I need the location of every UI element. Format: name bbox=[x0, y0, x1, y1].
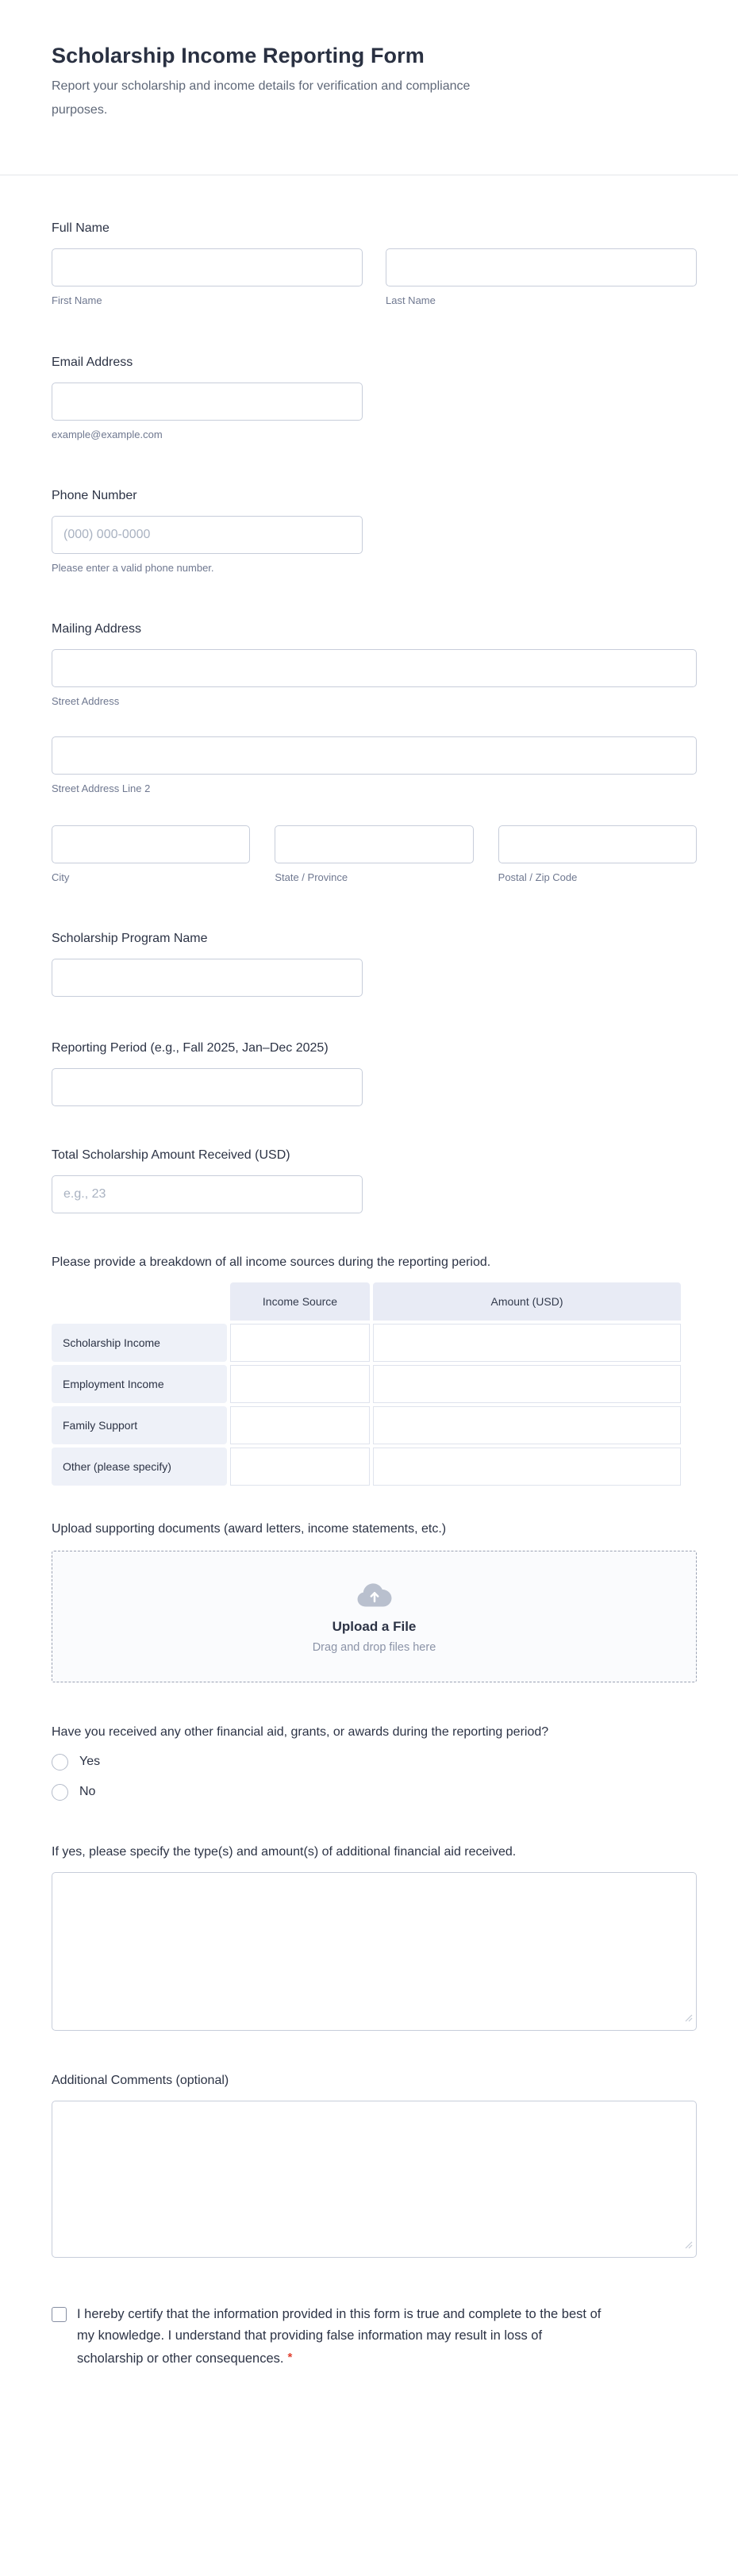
cell-other-amount bbox=[373, 1448, 681, 1486]
yes-radio-label: Yes bbox=[79, 1755, 101, 1768]
comments-textarea-wrap bbox=[52, 2101, 697, 2258]
family-amount-input[interactable] bbox=[374, 1407, 680, 1444]
first-name-group bbox=[52, 239, 363, 308]
cell-scholarship-source bbox=[230, 1324, 370, 1362]
email-label: Email Address bbox=[52, 356, 133, 369]
comments-label: Additional Comments (optional) bbox=[52, 2074, 229, 2087]
cell-other-source bbox=[230, 1448, 370, 1486]
scholarship-source-input[interactable] bbox=[231, 1325, 369, 1361]
aid-details-label: If yes, please specify the type(s) and amount(s) of additional financial aid received. bbox=[52, 1845, 517, 1859]
field-total-amount bbox=[52, 1145, 697, 1213]
aid-details-textarea[interactable] bbox=[52, 1872, 697, 2031]
upload-cloud-icon bbox=[356, 1579, 393, 1612]
certify-statement bbox=[77, 2304, 607, 2370]
scholarship-amount-input[interactable] bbox=[374, 1325, 680, 1361]
row-header-employment-income: Employment Income bbox=[52, 1365, 227, 1403]
city-input[interactable] bbox=[52, 825, 250, 863]
field-income-breakdown bbox=[52, 1252, 697, 1486]
zip-group bbox=[498, 816, 697, 885]
phone-sublabel: Please enter a valid phone number. bbox=[52, 562, 214, 574]
certification-row[interactable] bbox=[52, 2304, 697, 2370]
program-name-input[interactable] bbox=[52, 959, 363, 997]
field-aid-details bbox=[52, 1842, 697, 2031]
city-state-zip-row bbox=[52, 816, 697, 885]
field-reporting-period bbox=[52, 1038, 697, 1106]
page-title: Scholarship Income Reporting Form bbox=[52, 44, 425, 67]
file-dropzone[interactable] bbox=[52, 1551, 697, 1682]
column-header-amount: Amount (USD) bbox=[373, 1282, 681, 1321]
family-source-input[interactable] bbox=[231, 1407, 369, 1444]
cell-scholarship-amount bbox=[373, 1324, 681, 1362]
total-amount-label: Total Scholarship Amount Received (USD) bbox=[52, 1148, 290, 1162]
comments-textarea[interactable] bbox=[52, 2101, 697, 2258]
other-source-input[interactable] bbox=[231, 1448, 369, 1485]
field-upload bbox=[52, 1519, 697, 1682]
form-header bbox=[52, 41, 697, 122]
table-corner-cell bbox=[52, 1282, 227, 1321]
state-group bbox=[275, 816, 473, 885]
first-name-input[interactable] bbox=[52, 248, 363, 286]
field-full-name bbox=[52, 218, 697, 308]
field-comments bbox=[52, 2070, 697, 2258]
radio-option-yes[interactable] bbox=[52, 1752, 697, 1771]
upload-label: Upload supporting documents (award letters, income statements, etc.) bbox=[52, 1522, 447, 1536]
no-radio-label: No bbox=[79, 1785, 96, 1798]
other-amount-input[interactable] bbox=[374, 1448, 680, 1485]
street-address2-sublabel: Street Address Line 2 bbox=[52, 782, 151, 794]
income-breakdown-table bbox=[52, 1282, 681, 1486]
reporting-period-input[interactable] bbox=[52, 1068, 363, 1106]
upload-button-text: Upload a File bbox=[332, 1619, 417, 1634]
street-address2-input[interactable] bbox=[52, 736, 697, 775]
employment-amount-input[interactable] bbox=[374, 1366, 680, 1402]
field-program-name bbox=[52, 929, 697, 997]
first-name-sublabel: First Name bbox=[52, 294, 102, 306]
state-sublabel: State / Province bbox=[275, 871, 348, 883]
upload-hint-text: Drag and drop files here bbox=[312, 1641, 436, 1654]
certify-checkbox[interactable] bbox=[52, 2307, 67, 2322]
cell-employment-amount bbox=[373, 1365, 681, 1403]
total-amount-input[interactable] bbox=[52, 1175, 363, 1213]
aid-details-textarea-wrap bbox=[52, 1872, 697, 2031]
zip-input[interactable] bbox=[498, 825, 697, 863]
form-subtitle: Report your scholarship and income details for verification and compliance purposes. bbox=[52, 79, 471, 117]
row-header-other: Other (please specify) bbox=[52, 1448, 227, 1486]
last-name-input[interactable] bbox=[386, 248, 697, 286]
field-email bbox=[52, 352, 697, 442]
state-input[interactable] bbox=[275, 825, 473, 863]
last-name-sublabel: Last Name bbox=[386, 294, 436, 306]
field-mailing-address bbox=[52, 619, 697, 885]
city-group bbox=[52, 816, 250, 885]
street-address-sublabel: Street Address bbox=[52, 695, 120, 707]
full-name-inputs bbox=[52, 239, 697, 308]
column-header-income-source: Income Source bbox=[230, 1282, 370, 1321]
row-header-family-support: Family Support bbox=[52, 1406, 227, 1444]
reporting-period-label: Reporting Period (e.g., Fall 2025, Jan–Dec 2025) bbox=[52, 1041, 329, 1055]
field-phone bbox=[52, 486, 697, 575]
row-header-scholarship-income: Scholarship Income bbox=[52, 1324, 227, 1362]
cell-family-amount bbox=[373, 1406, 681, 1444]
program-name-label: Scholarship Program Name bbox=[52, 932, 208, 945]
income-breakdown-label: Please provide a breakdown of all income sources during the reporting period. bbox=[52, 1255, 491, 1269]
email-sublabel: example@example.com bbox=[52, 429, 163, 440]
cell-employment-source bbox=[230, 1365, 370, 1403]
required-asterisk: * bbox=[287, 2351, 293, 2364]
zip-sublabel: Postal / Zip Code bbox=[498, 871, 578, 883]
employment-source-input[interactable] bbox=[231, 1366, 369, 1402]
certify-statement-text: I hereby certify that the information provided in this form is true and complete to the best of my knowledge. I understand that providing false information may result in loss of scholarship or other consequences. bbox=[77, 2307, 602, 2366]
radio-option-no[interactable] bbox=[52, 1782, 697, 1801]
other-aid-label: Have you received any other financial aid, grants, or awards during the reporting period? bbox=[52, 1725, 549, 1739]
field-other-aid bbox=[52, 1722, 697, 1801]
cell-family-source bbox=[230, 1406, 370, 1444]
phone-input[interactable] bbox=[52, 516, 363, 554]
no-radio-button[interactable] bbox=[52, 1784, 68, 1801]
yes-radio-button[interactable] bbox=[52, 1754, 68, 1771]
last-name-group bbox=[386, 239, 697, 308]
mailing-address-label: Mailing Address bbox=[52, 622, 141, 636]
full-name-label: Full Name bbox=[52, 221, 110, 235]
street-address-input[interactable] bbox=[52, 649, 697, 687]
phone-label: Phone Number bbox=[52, 489, 137, 502]
city-sublabel: City bbox=[52, 871, 70, 883]
email-input[interactable] bbox=[52, 383, 363, 421]
